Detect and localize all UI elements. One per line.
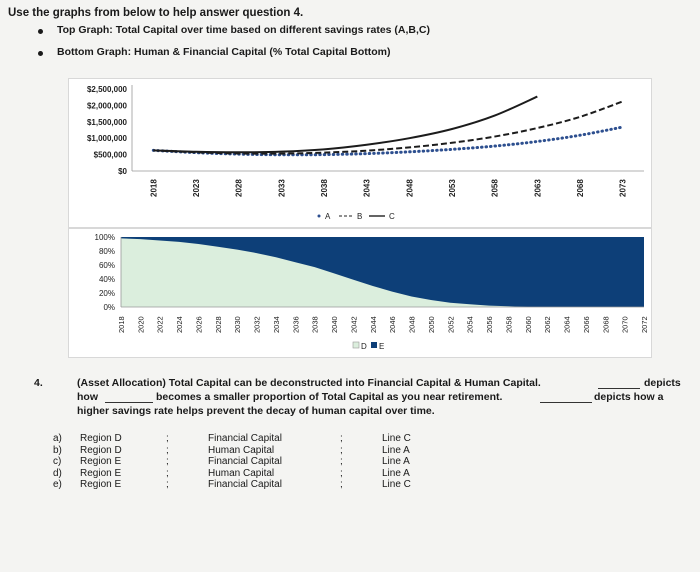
option-separator: ; xyxy=(166,433,169,444)
option-separator: ; xyxy=(340,456,343,467)
answer-blank-1 xyxy=(598,388,640,389)
x-tick-label: 2022 xyxy=(155,316,165,333)
question-number: 4. xyxy=(34,377,43,389)
option-capital: Financial Capital xyxy=(208,479,282,490)
x-tick-label: 2048 xyxy=(407,316,417,333)
option-letter: b) xyxy=(53,444,62,456)
answer-blank-2 xyxy=(105,402,153,403)
question-line-3: higher savings rate helps prevent the decay of human capital over time. xyxy=(77,405,435,417)
x-tick-label: 2026 xyxy=(194,316,204,333)
depicts-label-2: depicts how a xyxy=(594,391,664,403)
x-tick-label: 2050 xyxy=(426,316,436,333)
legend-label-C: C xyxy=(389,212,395,221)
legend-label-B: B xyxy=(357,212,363,221)
x-tick-label: 2032 xyxy=(252,316,262,333)
y-tick-label: $1,500,000 xyxy=(86,117,127,127)
x-tick-label: 2023 xyxy=(192,179,201,197)
x-tick-label: 2056 xyxy=(485,316,495,333)
series-line-C xyxy=(153,97,537,153)
y-tick-label: 60% xyxy=(98,261,115,270)
option-separator: ; xyxy=(166,479,169,490)
y-tick-label: 0% xyxy=(103,303,115,312)
series-line-B xyxy=(153,101,622,153)
option-line: Line C xyxy=(382,479,411,490)
x-tick-label: 2048 xyxy=(405,179,415,197)
x-tick-label: 2030 xyxy=(233,316,243,333)
question-line-2a: how xyxy=(77,391,98,403)
legend-label-E: E xyxy=(379,342,385,351)
x-tick-label: 2028 xyxy=(234,179,244,197)
option-separator: ; xyxy=(340,433,343,444)
total-capital-svg xyxy=(69,79,651,227)
option-separator: ; xyxy=(340,444,343,456)
option-letter: d) xyxy=(53,467,62,479)
x-tick-label: 2028 xyxy=(213,316,223,333)
x-tick-label: 2046 xyxy=(388,316,398,333)
legend-label-A: A xyxy=(325,212,331,221)
option-separator: ; xyxy=(166,456,169,467)
x-tick-label: 2043 xyxy=(362,179,372,197)
x-tick-label: 2020 xyxy=(136,316,146,333)
x-tick-label: 2066 xyxy=(581,316,591,333)
capital-share-svg xyxy=(69,229,651,357)
option-region: Region E xyxy=(80,456,122,467)
x-tick-label: 2073 xyxy=(618,179,628,197)
option-letter: c) xyxy=(53,456,62,467)
x-tick-label: 2038 xyxy=(320,179,329,197)
legend-marker-E xyxy=(371,342,377,348)
x-tick-label: 2034 xyxy=(271,316,281,333)
option-capital: Human Capital xyxy=(208,444,275,456)
bullet-dot xyxy=(38,51,43,56)
x-tick-label: 2068 xyxy=(601,316,611,333)
x-tick-label: 2042 xyxy=(349,316,359,333)
x-tick-label: 2058 xyxy=(490,179,500,197)
legend-marker-A xyxy=(318,215,321,218)
legend-marker-D xyxy=(353,342,359,348)
x-tick-label: 2063 xyxy=(533,179,543,197)
x-tick-label: 2033 xyxy=(277,179,287,197)
y-tick-label: 100% xyxy=(94,233,115,242)
option-separator: ; xyxy=(340,467,343,479)
y-tick-label: $2,000,000 xyxy=(86,101,127,111)
option-capital: Human Capital xyxy=(208,467,275,479)
question-line-2b: becomes a smaller proportion of Total Capital as you near retirement. xyxy=(156,391,503,403)
option-line: Line C xyxy=(382,433,411,444)
x-tick-label: 2062 xyxy=(543,316,553,333)
option-line: Line A xyxy=(382,444,410,456)
x-tick-label: 2058 xyxy=(504,316,514,333)
option-separator: ; xyxy=(166,467,169,479)
x-tick-label: 2068 xyxy=(576,179,585,197)
x-tick-label: 2018 xyxy=(149,179,159,197)
x-tick-label: 2024 xyxy=(175,316,185,333)
x-tick-label: 2054 xyxy=(465,316,475,333)
option-line: Line A xyxy=(382,456,410,467)
bullet-top-graph: Top Graph: Total Capital over time based on different savings rates (A,B,C) xyxy=(57,24,431,36)
y-tick-label: 80% xyxy=(98,247,115,256)
y-tick-label: 20% xyxy=(98,289,115,298)
x-tick-label: 2072 xyxy=(640,316,649,333)
intro-text: Use the graphs from below to help answer question 4. xyxy=(8,7,304,19)
x-tick-label: 2060 xyxy=(523,316,533,333)
answer-blank-3 xyxy=(540,402,592,403)
x-tick-label: 2038 xyxy=(310,316,320,333)
legend-label-D: D xyxy=(361,342,367,351)
option-region: Region D xyxy=(80,444,122,456)
option-region: Region E xyxy=(80,467,122,479)
y-tick-label: 40% xyxy=(98,275,115,284)
total-capital-chart xyxy=(68,78,652,228)
option-capital: Financial Capital xyxy=(208,456,282,467)
option-region: Region D xyxy=(80,433,122,444)
x-tick-label: 2064 xyxy=(562,316,572,333)
option-separator: ; xyxy=(340,479,343,490)
x-tick-label: 2044 xyxy=(368,316,378,333)
x-tick-label: 2052 xyxy=(446,316,456,333)
x-tick-label: 2070 xyxy=(620,316,630,333)
question-line-1: (Asset Allocation) Total Capital can be deconstructed into Financial Capital & Human Capital. xyxy=(77,377,541,389)
x-tick-label: 2040 xyxy=(330,316,340,333)
option-line: Line A xyxy=(382,467,410,479)
y-tick-label: $0 xyxy=(118,167,127,176)
option-letter: a) xyxy=(53,433,62,444)
option-capital: Financial Capital xyxy=(208,433,282,444)
y-tick-label: $2,500,000 xyxy=(86,85,127,94)
x-tick-label: 2036 xyxy=(291,316,301,333)
x-tick-label: 2018 xyxy=(117,316,126,333)
bullet-bottom-graph: Bottom Graph: Human & Financial Capital (% Total Capital Bottom) xyxy=(57,46,391,58)
depicts-label-1: depicts xyxy=(644,377,681,389)
bullet-dot xyxy=(38,29,43,34)
option-separator: ; xyxy=(166,444,169,456)
y-tick-label: $1,000,000 xyxy=(86,134,127,144)
option-letter: e) xyxy=(53,479,62,490)
capital-share-chart xyxy=(68,228,652,358)
option-region: Region E xyxy=(80,479,122,490)
x-tick-label: 2053 xyxy=(448,179,457,197)
y-tick-label: $500,000 xyxy=(93,150,127,160)
